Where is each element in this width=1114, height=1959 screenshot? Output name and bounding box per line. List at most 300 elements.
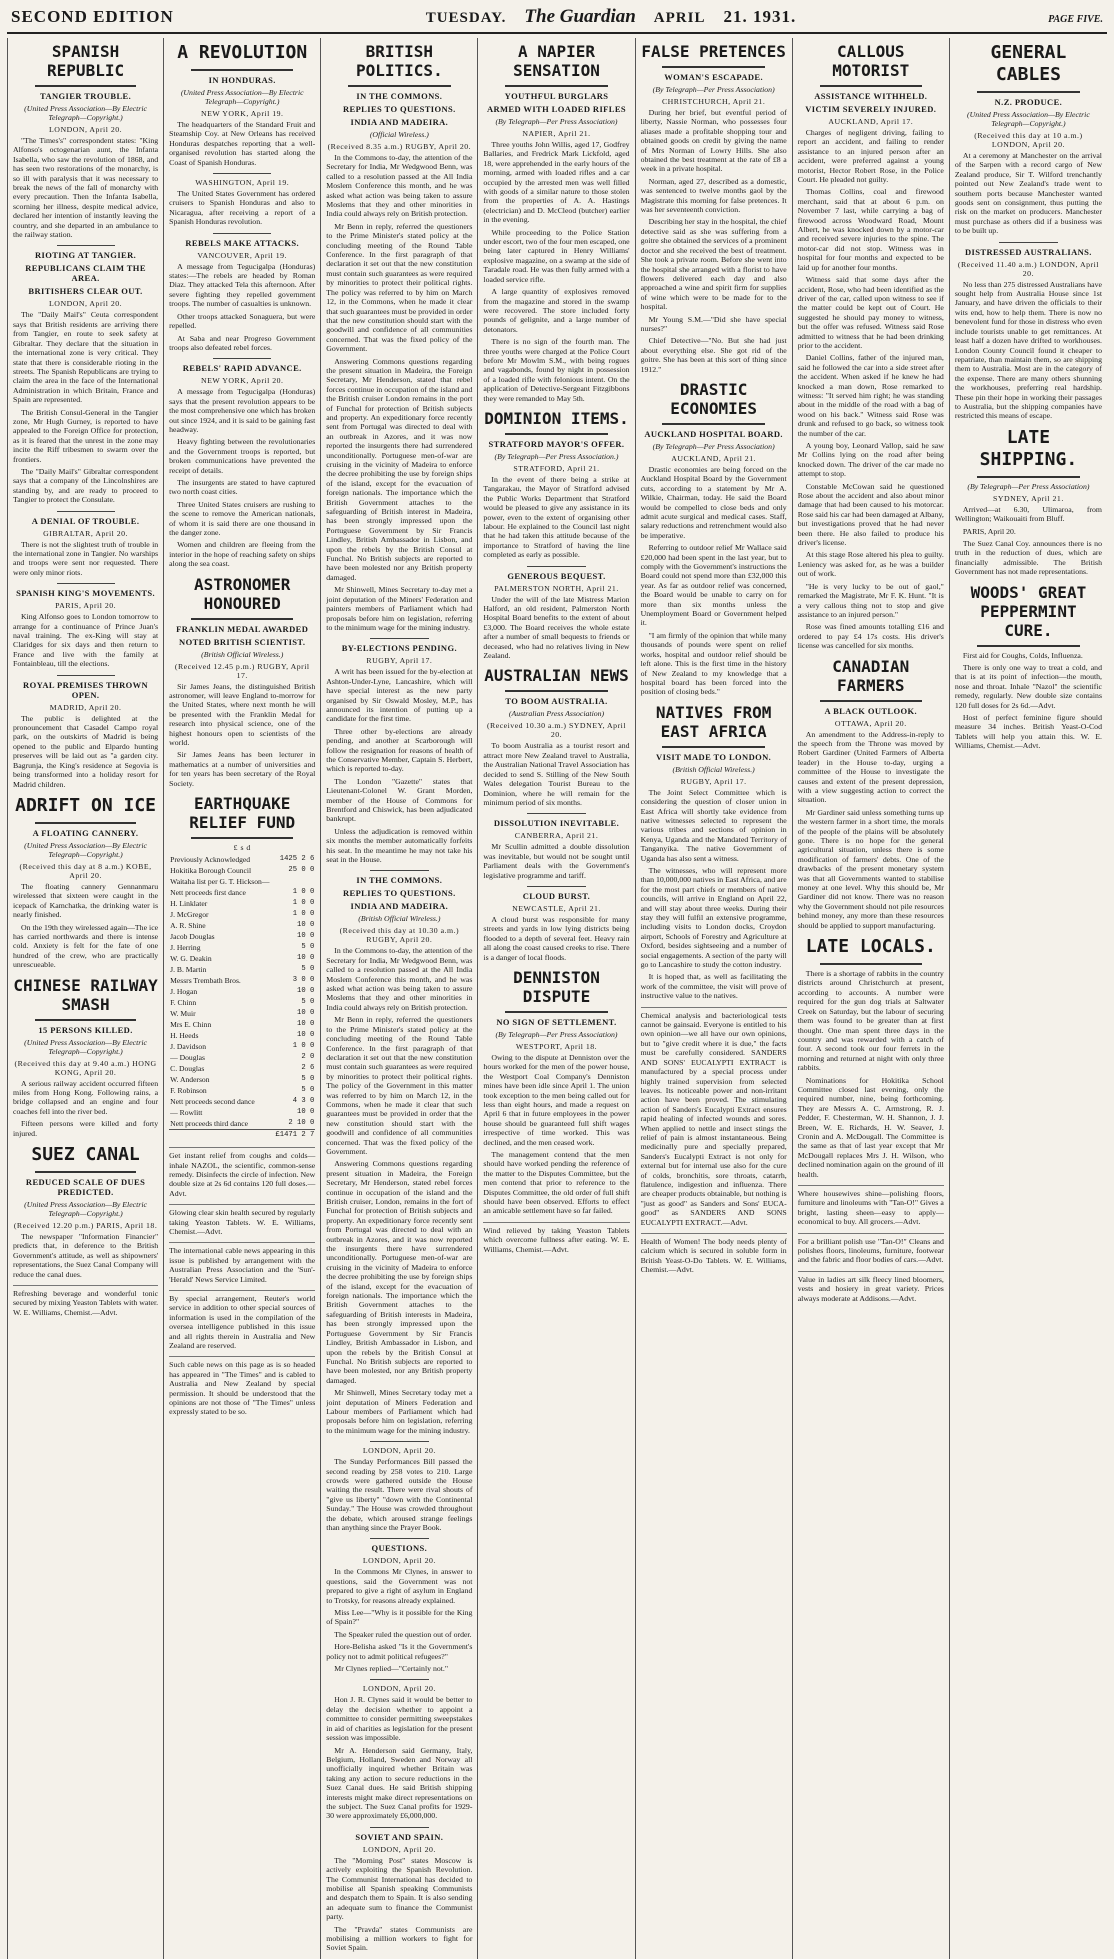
relief-row [169,1008,315,1019]
article-paragraph: The Speaker ruled the question out of order. [334,1629,472,1639]
donation-amount: 5 0 [301,998,315,1007]
donor-name: C. Douglas [170,1064,205,1074]
headline-rule [820,85,922,87]
donor-name: H. Linklater [170,899,208,909]
article-paragraph: An amendment to the Address-in-reply to the speech from the Throne was moved by Robert Gardiner (United Farmers of Alberta leader) in the House to-day, urging a committee of the House to investigate the causes and extent of the present depression, with a view suggesting action to correct the situation. [797,729,944,805]
column-3 [321,38,478,1959]
headline-rule [505,85,607,87]
article-subhead: TO BOOM AUSTRALIA. [505,696,608,707]
article-paragraph: Drastic economies are being forced on the Auckland Hospital Board by the Government cuts, according to a statement by Mr A. Wilkie, Chairman, today. He said the Board would be compelled to close beds and only admit acute surgical and medical cases. Staff, salary reductions and retrenchment would also be imperative. [640,464,787,540]
relief-row [169,898,315,909]
donor-name: H. Heeds [170,1031,199,1041]
relief-row [169,854,315,865]
article-subhead: IN THE COMMONS. [356,91,443,101]
article [169,358,315,568]
donor-name: Hokitika Borough Council [170,866,252,876]
article-paragraph: Host of perfect feminine figure should measure 34 inches. British Yeast-O-Cod Tablets will help you attain this. W. E. Williams, Chemist.—Advt. [954,713,1102,751]
article-dateline: PARIS, April 20. [55,601,117,611]
relief-row [169,876,315,887]
article-dateline: NEWCASTLE, April 21. [512,903,601,913]
article [13,795,158,970]
article-paragraph: Sir James Jeans, the distinguished British astronomer, will leave England to-morrow for the United States, where next month he will be presented with the Franklin Medal for research into physical science, one of the highest honours open to scientists of the world. [169,681,316,748]
article-paragraph: Under the will of the late Mistress Marion Halford, an old resident, Palmerston North Hospital Board benefits to the extent of about £3,000. The Board receives the whole estate after a number of small bequests to friends or deceased, who had no relatives living in New Zealand. [483,594,630,661]
article-paragraph: There is no sign of the fourth man. The three youths were charged at the Police Court before Mr Mowlm S.M., with being rogues and vagabonds, found by night in possession of a loaded rifle with felonious intent. On the application of Detective-Sergeant Fitzgibbons they were remanded to May 5th. [483,337,630,403]
donor-name: Mrs E. Chinn [170,1020,212,1030]
article-subhead: ROYAL PREMISES THROWN OPEN. [23,679,149,700]
relief-row [169,909,315,920]
article-credit: (By Telegraph—Per Press Association) [652,441,775,451]
relief-fund-table [169,854,315,1141]
article-paragraph: Women and children are fleeing from the interior in the hope of reaching safety on ships along the sea coast. [169,540,316,569]
article-paragraph: The insurgents are stated to have captured two north coast cities. [169,477,316,497]
day-label: TUESDAY. [425,10,507,26]
article-paragraph: In the Commons Mr Clynes, in answer to questions, said the Government was not prepared to give a right of asylum in England to Trotsky, for reasons already explained. [326,1567,473,1605]
section-rule [57,675,115,676]
article-paragraph: Referring to outdoor relief Mr Wallace said £20,000 had been spent in the last year, but to comply with the Government's instructions the Board could not spend more than £32,000 this year. As far as outdoor relief was concerned, the Board would be unable to carry on for more than six months unless the Unemployment Board or Government helped it. [640,543,787,628]
article-credit: (British Official Wireless.) [358,914,441,924]
article-headline: DOMINION ITEMS. [484,408,629,428]
article-subhead: A DENIAL OF TROUBLE. [31,515,140,526]
article-credit: (By Telegraph—Per Press Association) [495,117,618,126]
column-6 [793,38,950,1959]
article-subhead: A BLACK OUTLOOK. [824,705,918,716]
article-paragraph: Mr Shinwell, Mines Secretary to-day met a joint deputation of the Miners' Federation and painters members of Parliament which had proposals before him on legislation, referring to the minimum wage for the mining industry. [326,585,473,632]
article-subhead: ASSISTANCE WITHHELD. [814,91,928,101]
article-subhead: REBELS MAKE ATTACKS. [185,237,300,248]
donation-amount: 10 0 [297,954,315,963]
donor-name: J. Hogan [170,987,198,997]
donor-name: W. Anderson [170,1075,210,1085]
article [326,1679,472,1820]
donation-amount: 4 3 0 [292,1097,315,1106]
article-paragraph: Owing to the dispute at Denniston over the hours worked for the men of the power house, the Westport Coal Company's Denniston mines have been idle since April 1. The union took exception to the men being called out for less than eight hours, and made a request on April 6 that in future employees in the power house should be guaranteed full shift wages irrespective of time worked. This was declined, and the men ceased work. [483,1052,630,1147]
relief-total: £1471 2 7 [273,1130,315,1142]
date-label: 21. 1931. [723,7,797,26]
headline-rule [820,963,922,965]
article-subhead: INDIA AND MADEIRA. [350,901,449,912]
donor-name: — Douglas [170,1053,205,1063]
article-paragraph: Thomas Collins, coal and firewood merchant, said that at about 6 p.m. on November 7 last, while carrying a bag of firewood across Woodward Road, Mount Albert, he was knocked down by a motor-car and received severe injuries to the spine. The motor-car did not stop. Witness was in hospital for four months and expected to be laid up for another four months. [797,187,944,272]
donor-name: — Rowlitt [170,1108,203,1118]
headline-rule [505,690,607,692]
headline-rule [977,476,1080,478]
article-credit: (British Official Wireless.) [201,649,284,659]
article-paragraph: Chief Detective—"No. But she had just about everything else. She got rid of the goitre. She has been at this sort of thing since 1912." [640,336,787,374]
columns [7,38,1107,1953]
article-subhead: REBELS' RAPID ADVANCE. [182,363,302,374]
article-dateline: (Received this day at 10 a.m.) LONDON, April 20. [974,131,1083,149]
relief-row [169,1118,315,1130]
article-paragraph: The floating cannery Gennanmaru wirelessed that sixteen were caught in the icepack of Kamchatka, the drinking water is nearly finished. [13,881,159,920]
article-paragraph: Mr Shinwell, Mines Secretary today met a joint deputation of Miners Federation and Labour members of Parliament which had proposals before him on legislation, referring to the minimum wage for the mining industry. [326,1388,473,1435]
advertisement: Such cable news on this page as is so headed has appeared in "The Times" and is cabled to Australia and New Zealand by special permission. It should be understood that the opinions are not those of "The Times" unless expressly stated to be so. [169,1356,315,1416]
article-subhead: STRATFORD MAYOR'S OFFER. [488,438,625,449]
article [798,936,944,1179]
article-subhead: VISIT MADE TO LONDON. [656,751,772,762]
article-paragraph: At a ceremony at Manchester on the arrival of the Sarpen with a record cargo of New Zealand produce, Sir T. Wilford trenchantly pointed out New Zealand's trade went to southern ports because Manchester wanted goods sent on consignment, thus putting the risk on the market on producers. Manchester must purchase as others did if a business was to be built up. [954,151,1102,236]
article-subhead: REDUCED SCALE OF DUES PREDICTED. [25,1177,146,1197]
article-dateline: STRATFORD, April 21. [513,463,600,473]
donation-amount: 1 0 0 [292,910,315,919]
article-subhead: BRITISHERS CLEAR OUT. [28,286,143,297]
article [326,1827,472,1953]
article-paragraph: There is a shortage of rabbits in the country districts around Christchurch at present, according to accounts. A number were required for the gun dog trials at Saltwater Creek on Saturday, but the labour of securing them was found to be greater than at first thought. One man spent three days in the country and was rewarded with a catch of four. A second took our four ferrets in the morning and returned at night with only three rabbits. [797,969,944,1073]
donor-name: J. B. Martin [170,965,207,975]
article-dateline: LONDON, April 20. [49,299,123,309]
article-subhead: REPLIES TO QUESTIONS. [342,888,456,899]
article-subhead: DISSOLUTION INEVITABLE. [493,818,620,829]
article-subhead: IN HONDURAS. [208,75,276,85]
article-headline: GENERAL CABLES [990,42,1067,85]
relief-row [169,931,315,942]
section-rule [57,511,115,512]
article-paragraph: The "Morning Post" states Moscow is actively exploiting the Spanish Revolution. The Communist International has decided to mobilise all Spanish speaking Communists and despatch them to Spain. It is also sending an adequate sum to finance the Communist party. [326,1855,473,1922]
article-paragraph: A writ has been issued for the by-election at Ashton-Under-Lyne, Lancashire, which will have special interest as the new party organised by Sir Oswald Mosley, M.P., has announced its intention of putting up a candidate for the first time. [326,667,473,724]
article-paragraph: The "Daily Mail's" Ceuta correspondent says that British residents are arriving there from Tangier, en route to seek safety at Gibraltar. They declare that the situation in the international zone is very critical. They state that there is considerable rioting in the streets. The Spanish Republicans are trying to claim the area in the face of the International Administration in which Britain, France and Spain are represented. [13,310,159,405]
article-headline: ASTRONOMER HONOURED [194,574,291,613]
donation-amount: 10 0 [297,987,315,996]
advertisement: By special arrangement, Reuter's world service in addition to other special sources of information is used in the compilation of the oversea intelligence published in this issue and all rights therein in Australia and New Zealand are reserved. [169,1290,315,1350]
relief-row [169,964,315,975]
article [13,42,158,239]
article-paragraph: Hore-Belisha asked "Is it the Government's policy not to admit political refugees?" [326,1642,473,1661]
article-paragraph: The newspaper "Information Financier" predicts that, in deference to the British Government's attitude, as well as shipowners' representations, the Suez Canal Company will reduce the canal dues. [13,1232,159,1279]
article-paragraph: There is only one way to treat a cold, and that is at its point of infection—the mouth, nose and throat. Inhale "Nazol" the scientific remedy, regularly. New double size contains 120 full doses for 2s 6d.—Advt. [954,663,1102,710]
headline-rule [662,746,764,748]
relief-total-row [169,1130,315,1142]
advertisement: Glowing clear skin health secured by regularly taking Yeaston Tablets. W. E. Williams, Chemist.—Advt. [169,1204,315,1236]
article-dateline: (Received this day at 8 a.m.) KOBE, April 20. [19,861,152,880]
article-subhead: YOUTHFUL BURGLARS [504,91,609,101]
article-dateline: SYDNEY, April 21. [993,493,1064,503]
column-4 [478,38,635,1959]
section-rule [370,1679,428,1680]
article-paragraph: The witnesses, who will represent more than 10,000,000 natives in East Africa, and are for the most part chiefs or members of native councils, will arrive in England on April 22, and will stay about three weeks. During their stay they will fulfil an extensive programme, including visits to London docks, Croydon airport, Schools of Forestry and Agriculture at Oxford, besides sightseeing and a number of social engagements. A section of the party will go to Lancashire to study the cotton industry. [640,865,787,970]
article-dateline: LONDON, April 20. [362,1844,436,1854]
column-5 [636,38,793,1959]
article-headline: SUEZ CANAL [31,1144,140,1165]
section-rule [527,886,585,887]
article-paragraph: Hon J. R. Clynes said it would be better to delay the decision whether to appoint a committee to consider permitting sweepstakes in aid of charities as legislation for the present session was impossible. [326,1695,473,1743]
month-label: APRIL [653,10,706,26]
donation-amount: 25 0 0 [288,866,315,875]
article-subhead: REPLIES TO QUESTIONS. [342,104,456,114]
edition-label: SECOND EDITION [11,7,174,26]
section-rule [527,566,585,567]
article-headline: WOODS' GREAT PEPPERMINT CURE. [970,582,1087,640]
relief-row [169,865,315,876]
article-credit: (British Official Wireless.) [672,764,755,774]
article-paragraph: Charges of negligent driving, failing to report an accident, and failing to render assistance to an injured person after an accident, were preferred against a young motorist, Hector Robert Rose, in the Police Court. He pleaded not guilty. [797,128,944,185]
masthead-center [426,6,797,28]
article-subhead: 15 PERSONS KILLED. [38,1024,133,1035]
article-credit: (United Press Association—By Electric Telegraph—Copyright.) [180,88,304,106]
article-paragraph: The management contend that the men should have worked pending the reference of the matter to the Disputes Committee, but the men contend that prior to reference to the Disputes Committee, the old order of full shift should have been observed. Efforts to effect an amicable settlement have so far failed. [483,1150,630,1216]
article-dateline: RUGBY, April 17. [680,776,747,786]
article-paragraph: At Saba and near Progreso Government troops also defeated rebel forces. [169,333,316,352]
donor-name: F. Robinson [170,1086,207,1096]
donation-amount: 10 0 [297,1031,315,1040]
article-credit: (United Press Association—By Electric Telegraph—Copyright.) [24,104,147,122]
section-rule [370,870,428,871]
relief-row [169,1019,315,1030]
article-paragraph: Mr Clynes replied—"Certainly not." [334,1664,449,1674]
article-paragraph: In the Commons to-day, the attention of the Secretary for India, Mr Wedgwood Benn, was called to a resolution passed at the All India Moslem Conference this month, and he was asked what action was being taken to assure Moslems that they and other minorities in India could always rely on British protection. [326,946,473,1012]
donor-name: Nett proceeds third dance [170,1119,248,1129]
article-subhead: A FLOATING CANNERY. [32,827,139,838]
article-headline: DRASTIC ECONOMIES [670,379,757,418]
article-subhead: WOMAN'S ESCAPADE. [664,72,763,82]
section-rule [527,813,585,814]
donation-amount: 3 0 0 [292,976,315,985]
article [326,42,472,632]
article-dateline: WESTPORT, April 18. [515,1041,598,1051]
article-paragraph: A cloud burst was responsible for many streets and yards in low lying districts being flooded to a depth of several feet. Heavy rain all along the coast caused creeks to rise. There is a danger of local floods. [483,914,630,962]
advertisement: The international cable news appearing in this issue is published by arrangement with the Australian Press Association and the 'Sun'-'Herald' News Service Limited. [169,1242,315,1284]
donation-amount: 2 6 [301,1064,315,1073]
relief-currency-header: £ s d [233,843,251,853]
article [13,675,158,789]
article-dateline: NEW YORK, April 20. [200,376,284,386]
article-paragraph: PARIS, April 20. [962,526,1016,536]
article-headline: FALSE PRETENCES [641,42,786,61]
donation-amount: 1 0 0 [292,888,315,897]
article [798,42,944,651]
article-paragraph: Answering Commons questions regarding present situation in Madeira, the Foreign Secretary, Mr Henderson, stated rebel forces continue in occupation of the island and the British cruiser, London, remains in the fort of Funchal for protection of British subjects and property. An expeditionary force recently sent from Portugal was directed to deal with an outbreak in Azores, and it was now reported the insurgents there have surrendered unconditionally. Portuguese men-of-war are cruising in the vicinity of Madeira to enforce the decree prohibiting the use by foreign ships of the island, except for the evacuation of foreign nationals. The importance which the British Government attaches to the safeguarding of British interests in Madeira, has been strongly impressed upon the Portuguese Government by Sir Francis Lindley, British Ambassador in Lisbon, and upon the rebels by the British Consul at Funchal. No British subjects are reported to have been molested, nor any British property damaged. [326,1159,473,1385]
column-1 [7,38,164,1959]
masthead [7,6,1107,34]
article-credit: (By Telegraph—Per Press Association.) [494,451,619,461]
advertisement: Chemical analysis and bacteriological tests cannot be gainsaid. Everyone is entitled to his own opinion—we all have our own opinions, but to "give credit where it is due," the facts must be carefully considered. SANDERS AND SONS' EUCALYPTI EXTRACT is manufactured by a special process under highly trained supervision from selected leaves. Its noticeable power and non-irritant action have been proved. The stimulating action of Sanders's Eucalypti Extract ensures rapid healing of infected wounds and sores. When applied to nettle and insect stings the relief of pain is almost instantaneous. Being medicinally pure and specially prepared, Sanders's Eucalypti Extract is not only for external but for internal use also for the cure of colds, bronchitis, sore throats, catarrh, flatulence, indigestion and influenza. There are cheaper products obtainable, but nothing is "just as good" as Sanders and Sons' EUCA-good" as SANDERS AND SONS EUCALYPTI EXTRACT.—Advt. [641,1007,787,1227]
article [13,511,158,578]
donation-amount: 10 0 [297,921,315,930]
article [798,657,944,931]
article-dateline: MADRID, April 20. [49,702,122,712]
relief-row [169,975,315,986]
advertisement: For a brilliant polish use "Tan-O!" Cleans and polishes floors, linoleums, furniture, footwear and the fabric and floor bodies of cars.—Advt. [798,1233,944,1265]
donor-name: F. Chinn [170,998,197,1008]
article [483,666,629,807]
relief-row [169,1052,315,1063]
advertisement: Value in ladies art silk fleecy lined bloomers, vests and hosiery in great variety. Prices always moderate at Addisons.—Advt. [798,1271,944,1303]
article-paragraph: While proceeding to the Police Station under escort, two of the four men escaped, one being later captured in Henry Williams' explosive magazine, on a swamp at the side of Taradale road. He was then fully armed with a loaded service rifle. [483,227,630,284]
article-dateline: OTTAWA, April 20. [834,718,907,728]
article [483,566,629,661]
article-paragraph: Mr Gardiner said unless something turns up the western farmer in a short time, the morals of the people of the plains will be absolutely gone. There is no hope for the general agricultural situation, unless there is some modification of farmers' debts. One of the drawbacks of the present monetary system was that all Governments wanted to stabilise money at one level. Why this should be, Mr Gardiner did not know. There was no reason why the Government should not pile resources behind money, any more than these resources should be applied to support manufacturing. [797,807,944,930]
article-paragraph: Sir James Jeans has been lecturer in mathematics at a number of universities and for ten years has been secretary of the Royal Society. [169,750,316,788]
article-paragraph: Other troops attacked Sonaguera, but were repelled. [169,311,316,331]
article-headline: EARTHQUAKE RELIEF FUND [189,794,296,833]
article-paragraph: The public is delighted at the pronouncement that Casadel Campo royal park, on the outskirts of Madrid is being opened to the public and Elpardo hunting preserves will be laid out as "a garden city. Bagrunja, the King's residence at Segovia is being transformed into a holiday resort for Madrid children. [13,713,159,789]
column-7 [950,38,1107,1959]
article-paragraph: King Alfonso goes to London tomorrow to arrange for a continuance of Prince Juan's naval training. The ex-King will stay at Claridges for six days and then return to France and live with the family at Fontainbleau, till the elections. [13,612,159,669]
article-subhead: VICTIM SEVERELY INJURED. [805,104,937,114]
article [13,245,158,504]
article-subhead: REPUBLICANS CLAIM THE AREA. [25,263,146,284]
headline-rule [977,645,1080,647]
article-paragraph: Three other by-elections are already pending, and another at Scarborough will follow the resignation for reasons of health of the Conservative Member, Captain S. Herbert, which is reported to-day. [326,726,473,774]
article-headline: A NAPIER SENSATION [513,42,600,80]
article-paragraph: At this stage Rose altered his plea to guilty. Leniency was asked for, as he was a builder out of work. [797,550,944,579]
article-subhead: AUCKLAND HOSPITAL BOARD. [644,428,783,439]
article-dateline: AUCKLAND, April 17. [828,117,914,126]
section-rule [370,1827,428,1828]
article [169,233,315,353]
article-paragraph: Constable McCowan said he questioned Rose about the accident and also about minor damage that had been caused to his motorcar. Rose said his car had been damaged at Albany, but investigations proved that he had never been there. He also failed to produce his driver's license. [797,481,944,548]
article-paragraph: In the event of there being a strike at Tangarakau, the Mayor of Stratford advised the Public Works Department that Stratford would be pleased to give any assistance in its power, even to the extent of organising other labour. He explained to the Council last night that he had taken this attitude because of the importance to Stratford of having the line completed as early as possible. [483,474,630,560]
section-rule [999,242,1058,243]
headline-rule [505,433,607,435]
article-headline: LATE LOCALS. [805,936,936,958]
relief-row [169,1085,315,1096]
donor-name: Jacob Douglas [170,932,215,942]
newspaper-page [7,6,1107,1953]
article-credit: (Australian Press Association) [508,709,605,719]
article-paragraph: Heavy fighting between the revolutionaries and the Government troops is reported, but broken communications have prevented the receipt of details. [169,437,316,475]
article [326,870,472,1435]
donation-amount: 10 0 [297,1108,315,1117]
article [13,1144,158,1279]
newspaper-name: The Guardian [524,6,636,27]
article-headline: BRITISH POLITICS. [356,42,443,80]
article-credit: (United Press Association—By Electric Telegraph—Copyright.) [24,1037,147,1056]
advertisement: Health of Women! The body needs plenty of calcium which is secured in soluble form in British Yeast-O-Do Tablets. W. E. Williams, Chemist.—Advt. [641,1233,787,1275]
article-subhead: QUESTIONS. [371,1543,428,1554]
donor-name: W. G. Deakin [170,954,212,964]
article-paragraph: Daniel Collins, father of the injured man, said he followed the car into a side street after the accident. When asked if he knew he had knocked a man down, Rose remarked to witness: "It served him right; he was standing about in the middle of the road with a bag of wood on his back." Witness said Rose was drunk and refused to go back, so witness took the number of the car. [797,353,944,438]
headline-rule [191,837,293,839]
article-paragraph: In the Commons to-day, the attention of the Secretary for India, Mr Wedgwood Benn, was called to a resolution passed at the All India Moslem Conference this month, and he was asked what action was being taken to assure Moslems that they and other minorities in India could always rely on British protection. [326,153,473,219]
article-dateline: (Received this day at 9.40 a.m.) HONG KONG, April 20. [14,1058,157,1077]
donor-name: Nett proceeds second dance [170,1097,255,1107]
article-dateline: PALMERSTON NORTH, April 21. [494,583,619,593]
page-number: PAGE FIVE. [1048,14,1103,25]
article-dateline: LONDON, April 20. [49,125,123,134]
article [955,242,1102,421]
article-paragraph: The headquarters of the Standard Fruit and Steamship Coy. at New Orleans has received Honduras despatches reporting that a well-organised revolution has started along the Coast of Spanish Honduras. [169,120,316,167]
article-paragraph: To boom Australia as a tourist resort and attract more New Zealand travel to Australia, the Australian National Travel Association has decided to send S. Stilling of the New South Wales delegation Tourist Bureau to the Dominion, where he will remain for the minimum period of six months. [483,741,630,807]
article-paragraph: Unless the adjudication is removed within six months the member automatically forfeits his seat. In the meantime he may not take his seat in the House. [326,826,473,865]
donation-amount: 5 0 [301,1086,315,1095]
article-headline: DENNISTON DISPUTE [513,967,600,1006]
article [326,1538,472,1673]
article-subhead: NOTED BRITISH SCIENTIST. [179,636,306,647]
article-paragraph: During her brief, but eventful period of liberty, Nassie Norman, who possesses four aliases made a profitable shopping tour and obtained goods on credit by giving the name of Mrs Norman of Lowry Hills. She also obtained the best treatment at the rate of £8 a week in a private hospital. [640,108,787,174]
article-subhead: FRANKLIN MEDAL AWARDED [176,623,309,634]
article-paragraph: Miss Lee—"Why is it possible for the King of Spain?" [326,1608,473,1627]
article-subhead: RIOTING AT TANGIER. [34,250,137,261]
article [483,813,629,880]
article-dateline: (Received 12.20 p.m.) PARIS, April 18. [13,1221,158,1230]
advertisement: Get instant relief from coughs and colds—inhale NAZOL, the scientific, common-sense remedy. Disinfects the circle of infection. New double size at 2s 6d contains 120 full doses.—Advt. [169,1147,315,1198]
article-paragraph: The British Consul-General in the Tangier zone, Mr Hugh Gurney, is reported to have appealed to the Foreign Office for protection, as it is feared that the unrest in the zone may incite the Riff tribesmen to swarm over the frontiers. [13,407,159,464]
article-paragraph: A young boy, Leonard Vallop, said he saw Mr Collins lying on the road after being knocked down. The driver of the car made no attempt to stop. [797,441,944,479]
relief-row [169,953,315,964]
donation-amount: 5 0 [301,943,315,952]
relief-row [169,1030,315,1041]
article [326,638,472,864]
article-paragraph: On the 19th they wirelessed again—The ice has carried northwards and there is intense cold. Anxiety is felt for the fate of one hundred of the crew, who are practically unrescueable. [13,922,159,970]
article [483,42,629,403]
article-paragraph: Three United States cruisers are rushing to the scene to remove the American nationals, of whom it is said there are one thousand in the danger zone. [169,499,316,537]
article-dateline: (Received 10.30 a.m.) SYDNEY, April 20. [486,721,627,740]
article-paragraph: The "Pravda" states Communists are mobilising a million workers to fight for Soviet Spain. [326,1924,473,1953]
article-paragraph: Witness said that some days after the accident, Rose, who had been identified as the driver of the car, called upon witness to see if the matter could be kept out of Court. He suggested he should pay money to witness, but the offer was refused. Witness said Rose admitted to witness that he had been drinking prior to the accident. [797,275,944,350]
headline-rule [35,822,137,824]
article-dateline: NEW YORK, April 19. [200,109,284,118]
article-dateline: VANCOUVER, April 19. [197,250,287,260]
article-paragraph: Nominations for Hokitika School Committee closed last evening, only the required number, nine, being forthcoming. They are Messrs A. C. Armstrong, R. J. Pedder, F. Chesterman, W. H. Shannon, J. J. Breen, W. E. Richards, H. W. Seaver, J. Cronin and A. McDougall. The Committee is the same as that of last year except that Mr McDougall replaces Mrs J. H. Wilson, who declined nomination again on the ground of ill health. [797,1075,944,1179]
article-paragraph: Describing her stay in the hospital, the chief detective said as she was suffering from a goitre she obtained the services of a prominent doctor and she received the best of treatment. She took a private room. Before she went into the hospital she arranged with a florist to have flowers delivered each day and also approached a wine and spirit firm for supplies of wine which were to be made for to the hospital. [640,217,787,312]
section-rule [57,245,115,246]
article-headline: CALLOUS MOTORIST [832,42,910,80]
headline-rule [191,69,293,71]
article-paragraph: The United States Government has ordered cruisers to Spanish Honduras and also to Nicaragua, after receiving a report of a Spanish Honduras revolution. [169,189,316,227]
article-paragraph: "The Times's" correspondent states: "King Alfonso's octogenarian aunt, the Infanta Isabella, who saw the revolution of 1868, and has seen two restorations of the monarchy, is so ill with paralysis that it was necessary to break the news of the fall of monarchy with every precaution. Then the Infanta Isabella, scorning her illness, despite medical advice, declared her intention of instantly leaving the country, and she departed in an ambulance to the railway station. [13,136,159,240]
headline-rule [977,91,1080,93]
donation-amount: 10 0 [297,932,315,941]
article [483,886,629,962]
section-rule [370,1538,428,1539]
article-credit: (By Telegraph—Per Press Association) [495,1029,618,1039]
headline-rule [505,1011,607,1013]
advertisement: Refreshing beverage and wonderful tonic secured by mixing Yeaston Tablets with water. W. E. Williams, Chemist.—Advt. [13,1285,158,1317]
article-dateline: WASHINGTON, April 19. [195,178,290,188]
article-paragraph: A message from Tegucigalpa (Honduras) states:—The rebels are headed by Roman Diaz. They attacked Tela this afternoon. After severe fighting they repelled government troops. The number of casualties is unknown. [169,261,316,309]
article-headline: CHINESE RAILWAY SMASH [13,975,158,1014]
article [169,42,315,167]
article-paragraph: Mr Benn in reply, referred the questioners to the Prime Minister's stated policy at the concluding meeting of the Round Table Conference. In the first paragraph of that declaration it set out that the new constitution must contain such guarantees as were required by minorities to protect their political rights. The policy of the Government in this matter was referred to by him on March 12, in the Commons, when he made it clear that such guarantees must be provided in order that the new constitution should start with the goodwill and confidence of all communities concerned. That was the fixed policy of the Government. [326,1015,473,1156]
article-paragraph: Mr Scullin admitted a double dissolution was inevitable, but would not be sought until Parliament deals with the Government's legislative programme and tariff. [483,842,630,880]
article-paragraph: Norman, aged 27, described as a domestic, was sentenced to twelve months gaol by the Magistrate this morning for false pretences. It was her seventeenth conviction. [640,176,787,215]
donation-amount: 10 0 [297,1020,315,1029]
article [169,794,315,1141]
article-paragraph: Mr Benn in reply, referred the questioners to the Prime Minister's stated policy at the concluding meeting of the Round Table Conference. In the first paragraph of that declaration it set out that the new constitution must contain such guarantees as were required by minorities to protect their political rights. The policy was referred to by him on March 12, in the Commons, when he made it clear that such guarantees must be provided in order that the new constitution should start with the goodwill and confidence of all communities concerned. That was the fixed policy of the Government. [326,221,473,354]
article [13,583,158,668]
article-dateline: RUGBY, April 17. [366,656,433,666]
advertisement: Wind relieved by taking Yeaston Tablets which overcome fullness after eating. W. E. Williams, Chemist.—Advt. [483,1222,629,1254]
donation-amount: 2 0 [301,1053,315,1062]
donation-amount: 5 0 [301,965,315,974]
article-subhead: N.Z. PRODUCE. [994,97,1063,107]
article-dateline: CANBERRA, April 21. [514,831,599,841]
article-subhead: GENEROUS BEQUEST. [507,570,606,581]
article-headline: SPANISH REPUBLIC [47,42,125,80]
article-headline: ADRIFT ON ICE [15,794,157,816]
article-subhead: BY-ELECTIONS PENDING. [341,643,457,654]
article-subhead: CLOUD BURST. [522,890,591,901]
article-credit: (By Telegraph—Per Press Association) [967,481,1090,491]
article [169,173,315,227]
section-rule [213,233,271,234]
relief-row [169,887,315,898]
article-paragraph: "He is very lucky to be out of gaol," remarked the Magistrate, Mr F. K. Hunt. "It is a very callous thing not to stop and give assistance to an injured person." [797,581,944,619]
article-subhead: TANGIER TROUBLE. [40,91,132,101]
donor-name: J. McGregor [170,910,209,920]
article-paragraph: "I am firmly of the opinion that while many thousands of pounds were spent on relief works, hospital and outdoor relief should be left alone. This is the first time in the history of New Zealand to my knowledge that a hospital board has been forced into the position of closing beds." [640,630,787,697]
article-subhead: ARMED WITH LOADED RIFLES [486,104,627,114]
donation-amount: 10 0 [297,1009,315,1018]
article [641,380,787,697]
article-credit: (By Telegraph—Per Press Association) [652,85,775,94]
article-credit: (United Press Association—By Electric Telegraph—Copyright.) [967,110,1090,128]
headline-rule [820,700,922,702]
article [641,703,787,1001]
relief-row [169,942,315,953]
article-paragraph: No less than 275 distressed Australians have sought help from Australia House since 1st January, and have driven the officials to their wits end, how to help them. There is now no benevolent fund for those in distress who even include tourists unable to get remittances. At least half a dozen have drifted to workhouses. London County Council found it cheaper to repatriate, than maintain them, so are shipping them to Australia. Most are in the category of the expense. There are many others shunning the workhouses, preferring real hardship. These pin their hope in working their passages to Australia, but the shipping companies have restricted this means of escape. [954,279,1102,421]
headline-rule [35,1019,137,1021]
donation-amount: 1 0 0 [292,1042,315,1051]
